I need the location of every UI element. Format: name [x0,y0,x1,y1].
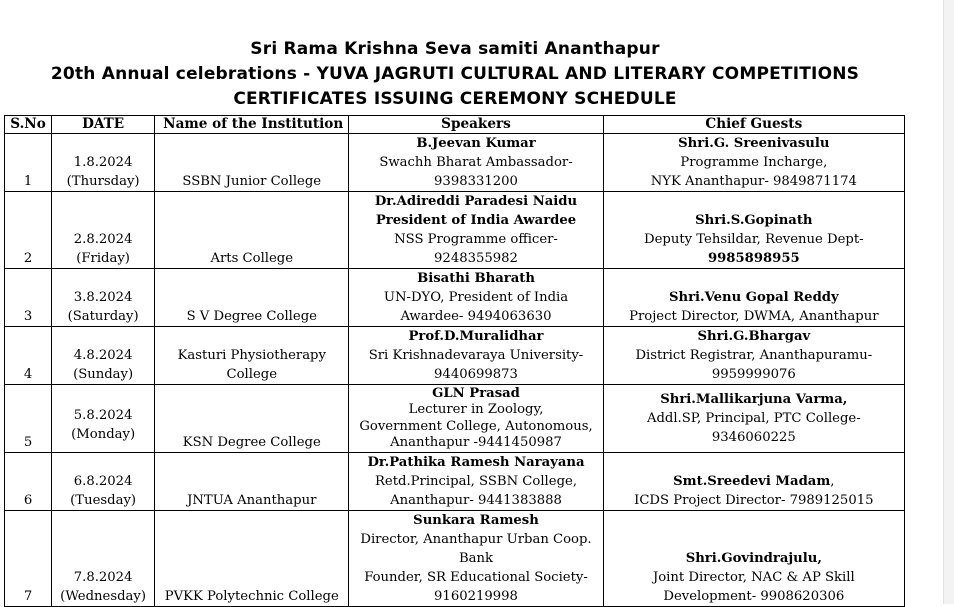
row-sno: 1 [5,134,52,192]
col-header-date: DATE [52,116,155,134]
table-row [5,269,905,327]
row-guest [603,510,904,606]
row-date [52,327,155,385]
table-header-row [5,116,905,134]
guest-detail: Development- 9908620306 [663,588,845,604]
speaker-award: President of India Awardee [375,213,577,228]
date-value: 6.8.2024 [73,473,133,489]
guest-phone: 9985898955 [707,251,800,266]
day-value: (Wednesday) [60,588,147,604]
row-guest [603,452,904,510]
day-value: (Monday) [71,427,136,443]
guest-name: Shri.G. Sreenivasulu [678,136,830,151]
guest-detail: 9346060225 [711,429,796,445]
row-speaker [349,269,603,327]
guest-detail: NYK Ananthapur- 9849871174 [650,174,857,189]
speaker-name: Dr.Adireddi Paradesi Naidu [374,194,578,209]
row-guest [603,327,904,385]
col-header-speakers: Speakers [349,116,603,134]
row-guest [603,385,904,453]
row-speaker [349,452,603,510]
row-institution: JNTUA Ananthapur [155,452,349,510]
institution-line: Kasturi Physiotherapy [177,348,326,363]
row-speaker [349,192,603,269]
speaker-detail: UN-DYO, President of India [383,290,569,305]
guest-detail: 9959999076 [711,367,796,382]
guest-detail: Project Director, DWMA, Ananthapur [629,309,879,324]
table-row [5,327,905,385]
date-value: 7.8.2024 [73,569,133,585]
date-value: 1.8.2024 [73,155,133,170]
row-speaker [349,510,603,606]
speaker-name: Dr.Pathika Ramesh Narayana [367,454,585,470]
row-guest [603,192,904,269]
row-date [52,192,155,269]
col-header-institution: Name of the Institution [155,116,349,134]
day-value: (Tuesday) [70,492,137,508]
guest-name: Shri.G.Bhargav [697,329,811,344]
organization-title: Sri Rama Krishna Seva samiti Ananthapur [250,39,660,59]
date-value: 3.8.2024 [73,290,133,305]
speaker-detail: Retd.Principal, SSBN College, [374,473,578,489]
col-header-sno: S.No [5,116,52,134]
row-institution: KSN Degree College [155,385,349,453]
day-value: (Saturday) [67,309,139,324]
row-sno: 2 [5,192,52,269]
row-date [52,385,155,453]
guest-detail: Addl.SP, Principal, PTC College- [646,410,861,426]
row-speaker [349,327,603,385]
speaker-detail: NSS Programme officer- [394,232,558,247]
col-header-guests: Chief Guests [603,116,904,134]
table-row [5,510,905,606]
row-date [52,452,155,510]
guest-name: Shri.S.Gopinath [695,213,813,228]
speaker-detail: Lecturer in Zoology, [408,402,544,417]
row-sno: 5 [5,385,52,453]
row-institution: SSBN Junior College [155,134,349,192]
guest-detail: Programme Incharge, [680,155,828,170]
speaker-detail: Founder, SR Educational Society- [364,569,588,585]
speaker-detail: Director, Ananthapur Urban Coop. [360,531,592,547]
row-sno: 4 [5,327,52,385]
event-title: 20th Annual celebrations - YUVA JAGRUTI CULTURAL AND LITERARY COMPETITIONS [50,64,860,84]
speaker-detail: 9440699873 [434,367,518,382]
day-value: (Sunday) [73,367,134,382]
speaker-detail: Ananthapur- 9441383888 [390,492,562,508]
day-value: (Thursday) [66,174,140,189]
speaker-detail: 9248355982 [434,251,518,266]
schedule-table [4,115,905,607]
speaker-detail: Sri Krishnadevaraya University- [368,348,584,363]
row-date [52,269,155,327]
speaker-detail: Swachh Bharat Ambassador- [379,155,573,170]
guest-detail: Joint Director, NAC & AP Skill [652,569,855,585]
row-sno: 7 [5,510,52,606]
speaker-detail: 9160219998 [434,588,518,604]
guest-name-line [606,472,902,491]
guest-name-suffix: , [830,473,835,489]
guest-name: Shri.Venu Gopal Reddy [668,290,839,305]
row-sno: 6 [5,452,52,510]
table-row [5,134,905,192]
row-sno: 3 [5,269,52,327]
row-guest [603,134,904,192]
row-speaker [349,385,603,453]
speaker-detail: 9398331200 [434,174,518,189]
guest-name: Shri.Mallikarjuna Varma, [660,391,848,407]
schedule-title: CERTIFICATES ISSUING CEREMONY SCHEDULE [233,89,677,109]
speaker-name: GLN Prasad [432,386,520,401]
institution-line: College [226,367,278,382]
day-value: (Friday) [76,251,130,266]
speaker-detail: Ananthapur -9441450987 [390,435,562,450]
page-edge [943,0,954,604]
speaker-name: B.Jeevan Kumar [416,136,536,151]
speaker-detail: Awardee- 9494063630 [400,309,552,324]
guest-detail: ICDS Project Director- 7989125015 [634,492,874,508]
date-value: 4.8.2024 [73,348,133,363]
guest-name: Smt.Sreedevi Madam [673,473,831,489]
row-institution: S V Degree College [155,269,349,327]
table-row [5,192,905,269]
table-row [5,452,905,510]
row-institution: Arts College [155,192,349,269]
table-row [5,385,905,453]
speaker-name: Bisathi Bharath [417,271,535,286]
speaker-detail: Bank [458,550,494,566]
speaker-name: Sunkara Ramesh [413,512,539,528]
row-guest [603,269,904,327]
speaker-name: Prof.D.Muralidhar [408,329,544,344]
speaker-detail: Government College, Autonomous, [359,418,593,434]
row-speaker [349,134,603,192]
date-value: 5.8.2024 [73,408,133,424]
guest-name: Shri.Govindrajulu, [685,550,822,566]
row-institution [155,327,349,385]
guest-detail: District Registrar, Ananthapuramu- [635,348,873,363]
row-date [52,510,155,606]
date-value: 2.8.2024 [73,232,133,247]
row-institution: PVKK Polytechnic College [155,510,349,606]
guest-detail: Deputy Tehsildar, Revenue Dept- [644,232,864,247]
row-date [52,134,155,192]
